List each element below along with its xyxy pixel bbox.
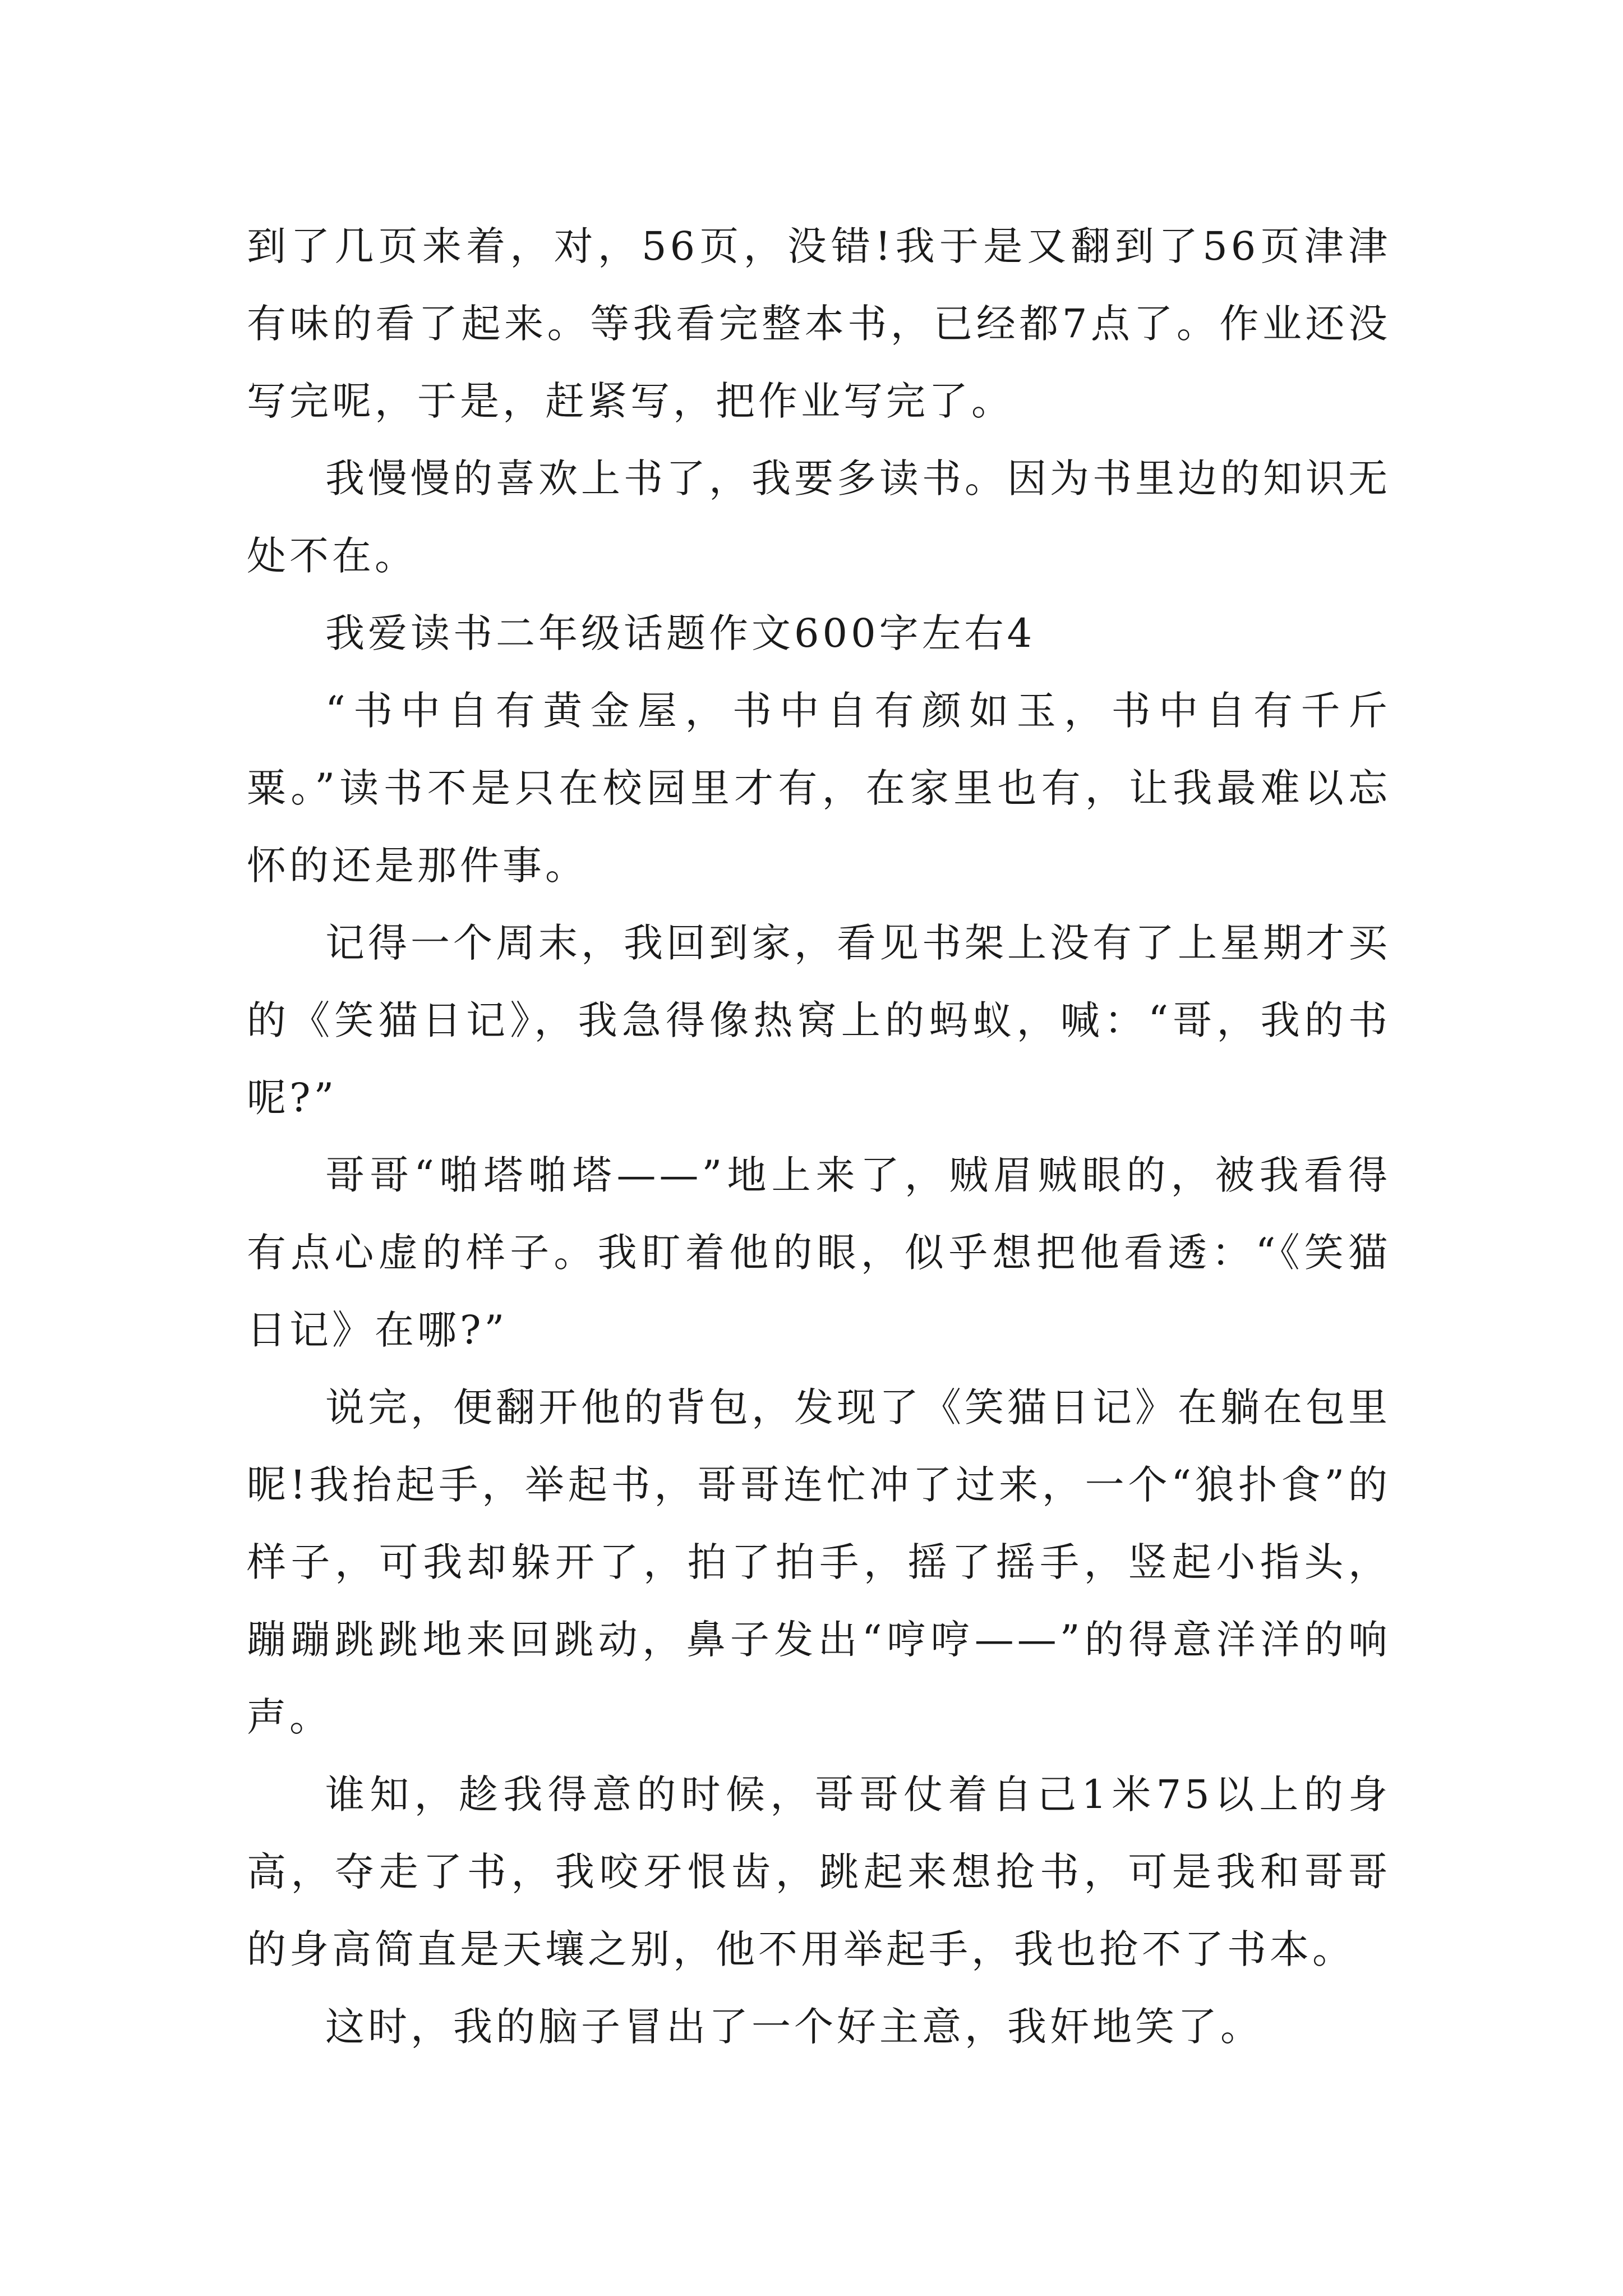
paragraph: 谁知，趁我得意的时候，哥哥仗着自己1米75以上的身高，夺走了书，我咬牙恨齿，跳起来想抢书，可是我和哥哥的身高简直是天壤之别，他不用举起手，我也抢不了书本。	[247, 1772, 1391, 1972]
paragraph: 这时，我的脑子冒出了一个好主意，我奸地笑了。	[325, 2004, 1263, 2050]
paragraph: 我慢慢的喜欢上书了，我要多读书。因为书里边的知识无处不在。	[247, 455, 1391, 579]
essay-body	[247, 208, 1391, 2065]
paragraph-continued: 到了几页来着，对，56页，没错!我于是又翻到了56页津津有味的看了起来。等我看完整本书，已经都7点了。作业还没写完呢，于是，赶紧写，把作业写完了。	[247, 223, 1391, 424]
paragraph: 哥哥“啪塔啪塔——”地上来了，贼眉贼眼的，被我看得有点心虚的样子。我盯着他的眼，似乎想把他看透：“《笑猫日记》在哪?”	[247, 1152, 1391, 1353]
paragraph: 记得一个周末，我回到家，看见书架上没有了上星期才买的《笑猫日记》，我急得像热窝上的蚂蚁，喊：“哥，我的书呢?”	[247, 920, 1391, 1121]
paragraph: “书中自有黄金屋，书中自有颜如玉，书中自有千斤粟。”读书不是只在校园里才有，在家里也有，让我最难以忘怀的还是那件事。	[247, 688, 1391, 889]
essay-title: 我爱读书二年级话题作文600字左右4	[325, 610, 1036, 656]
paragraph: 说完，便翻开他的背包，发现了《笑猫日记》在躺在包里昵!我抬起手，举起书，哥哥连忙冲了过来，一个“狼扑食”的样子，可我却躲开了，拍了拍手，摇了摇手，竖起小指头，蹦蹦跳跳地来回跳动，鼻子发出“哼哼——”的得意洋洋的响声。	[247, 1384, 1391, 1740]
